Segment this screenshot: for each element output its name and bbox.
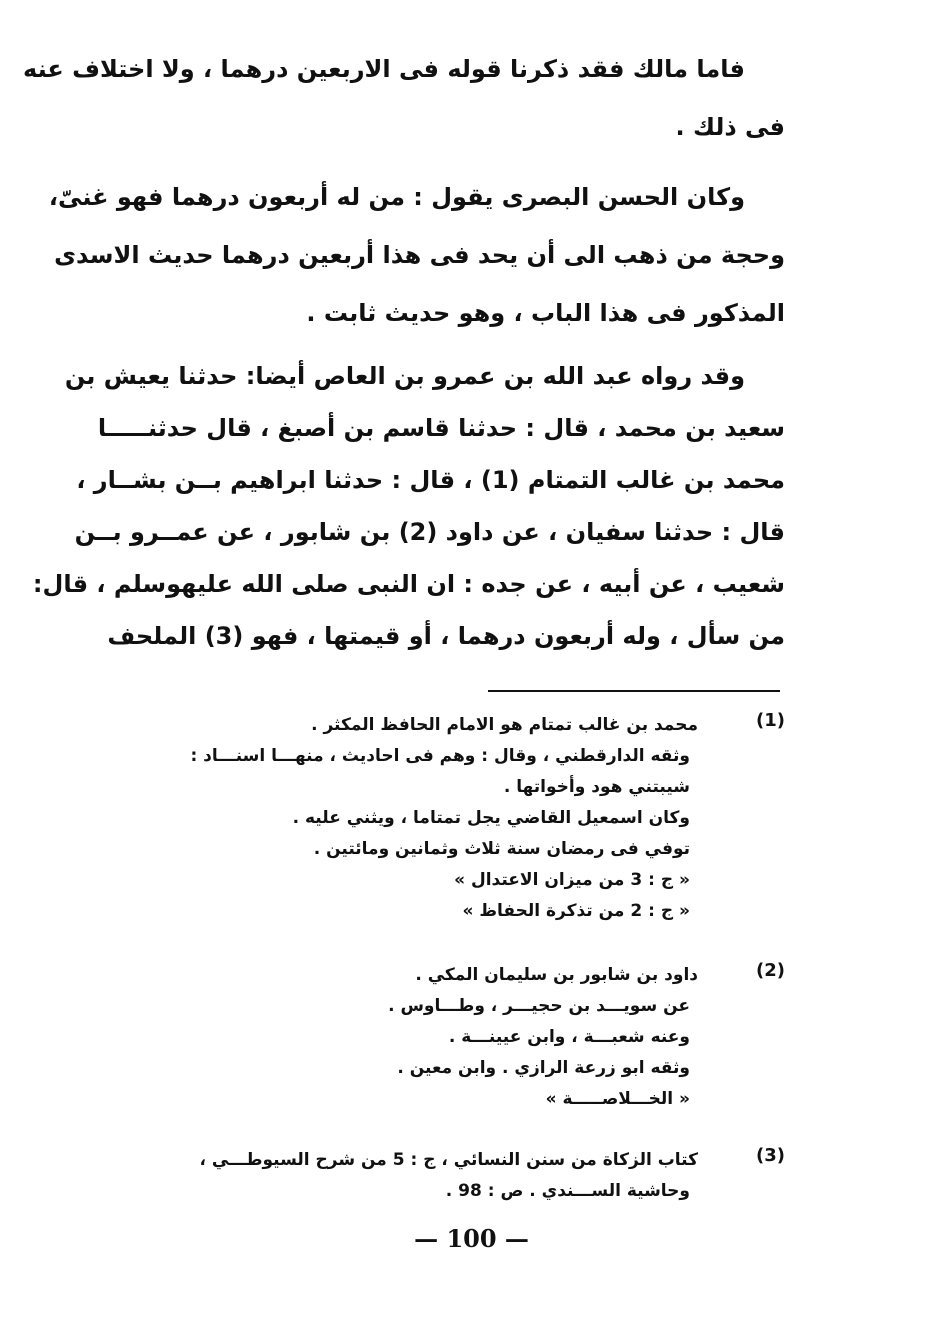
footnote-line: وعنه شعبـــة ، وابن عيينـــة .: [448, 1027, 690, 1047]
footnote-line: وكان اسمعيل القاضي يجل تمتاما ، ويثني عليه .: [292, 808, 690, 828]
paragraph-malik: [23, 40, 785, 156]
footnote-line: كتاب الزكاة من سنن النسائي ، ج : 5 من شرح السيوطـــي ،: [199, 1150, 698, 1170]
text-line: محمد بن غالب التمتام (1) ، قال : حدثنا ابراهيم بــن بشــار ،: [76, 466, 785, 494]
footnote-number: (1): [756, 710, 785, 731]
text-line: وقد رواه عبد الله بن عمرو بن العاص أيضا: حدثنا يعيش بن: [64, 362, 745, 390]
text-line: وكان الحسن البصرى يقول : من له أربعون درهما فهو غنىّ،: [48, 183, 745, 211]
footnote-line: وحاشية الســـندي . ص : 98 .: [445, 1181, 690, 1201]
footnote-number: (3): [756, 1145, 785, 1166]
text-line: سعيد بن محمد ، قال : حدثنا قاسم بن أصبغ ، قال حدثنـــــا: [97, 414, 785, 442]
text-line: شعيب ، عن أبيه ، عن جده : ان النبى صلى الله عليهوسلم ، قال:: [32, 570, 785, 598]
text-line: المذكور فى هذا الباب ، وهو حديث ثابت .: [306, 299, 785, 327]
text-line: من سأل ، وله أربعون درهما ، أو قيمتها ، فهو (3) الملحف: [107, 622, 785, 650]
page-number: — 100 —: [414, 1224, 529, 1253]
text-line: قال : حدثنا سفيان ، عن داود (2) بن شابور ، عن عمــرو بــن: [74, 518, 785, 546]
footnote-line: توفي فى رمضان سنة ثلاث وثمانين ومائتين .: [313, 839, 690, 859]
footnote-line: وثقه الدارقطني ، وقال : وهم فى احاديث ، منهـــا اسنـــاد :: [190, 746, 690, 766]
footnote-line: « ج : 2 من تذكرة الحفاظ »: [462, 901, 690, 921]
footnote-line: شيبتني هود وأخواتها .: [503, 777, 690, 797]
footnote-line: داود بن شابور بن سليمان المكي .: [415, 965, 698, 985]
footnote-number: (2): [756, 960, 785, 981]
footnote-line: « ج : 3 من ميزان الاعتدال »: [454, 870, 690, 890]
footnote-line: « الخـــلاصـــــة »: [545, 1089, 690, 1109]
paragraph-hadith-chain: [32, 350, 785, 662]
text-line: فى ذلك .: [675, 113, 785, 141]
footnote-line: محمد بن غالب تمتام هو الامام الحافظ المكثر .: [311, 715, 698, 735]
footnote-line: وثقه ابو زرعة الرازي . وابن معين .: [397, 1058, 690, 1078]
footnote-divider: [488, 690, 780, 692]
paragraph-hasan-basri: [48, 168, 785, 342]
footnote-line: عن سويـــد بن حجيـــر ، وطـــاوس .: [388, 996, 690, 1016]
text-line: فاما مالك فقد ذكرنا قوله فى الاربعين درهما ، ولا اختلاف عنه: [23, 55, 745, 83]
text-line: وحجة من ذهب الى أن يحد فى هذا أربعين درهما حديث الاسدى: [54, 241, 785, 269]
